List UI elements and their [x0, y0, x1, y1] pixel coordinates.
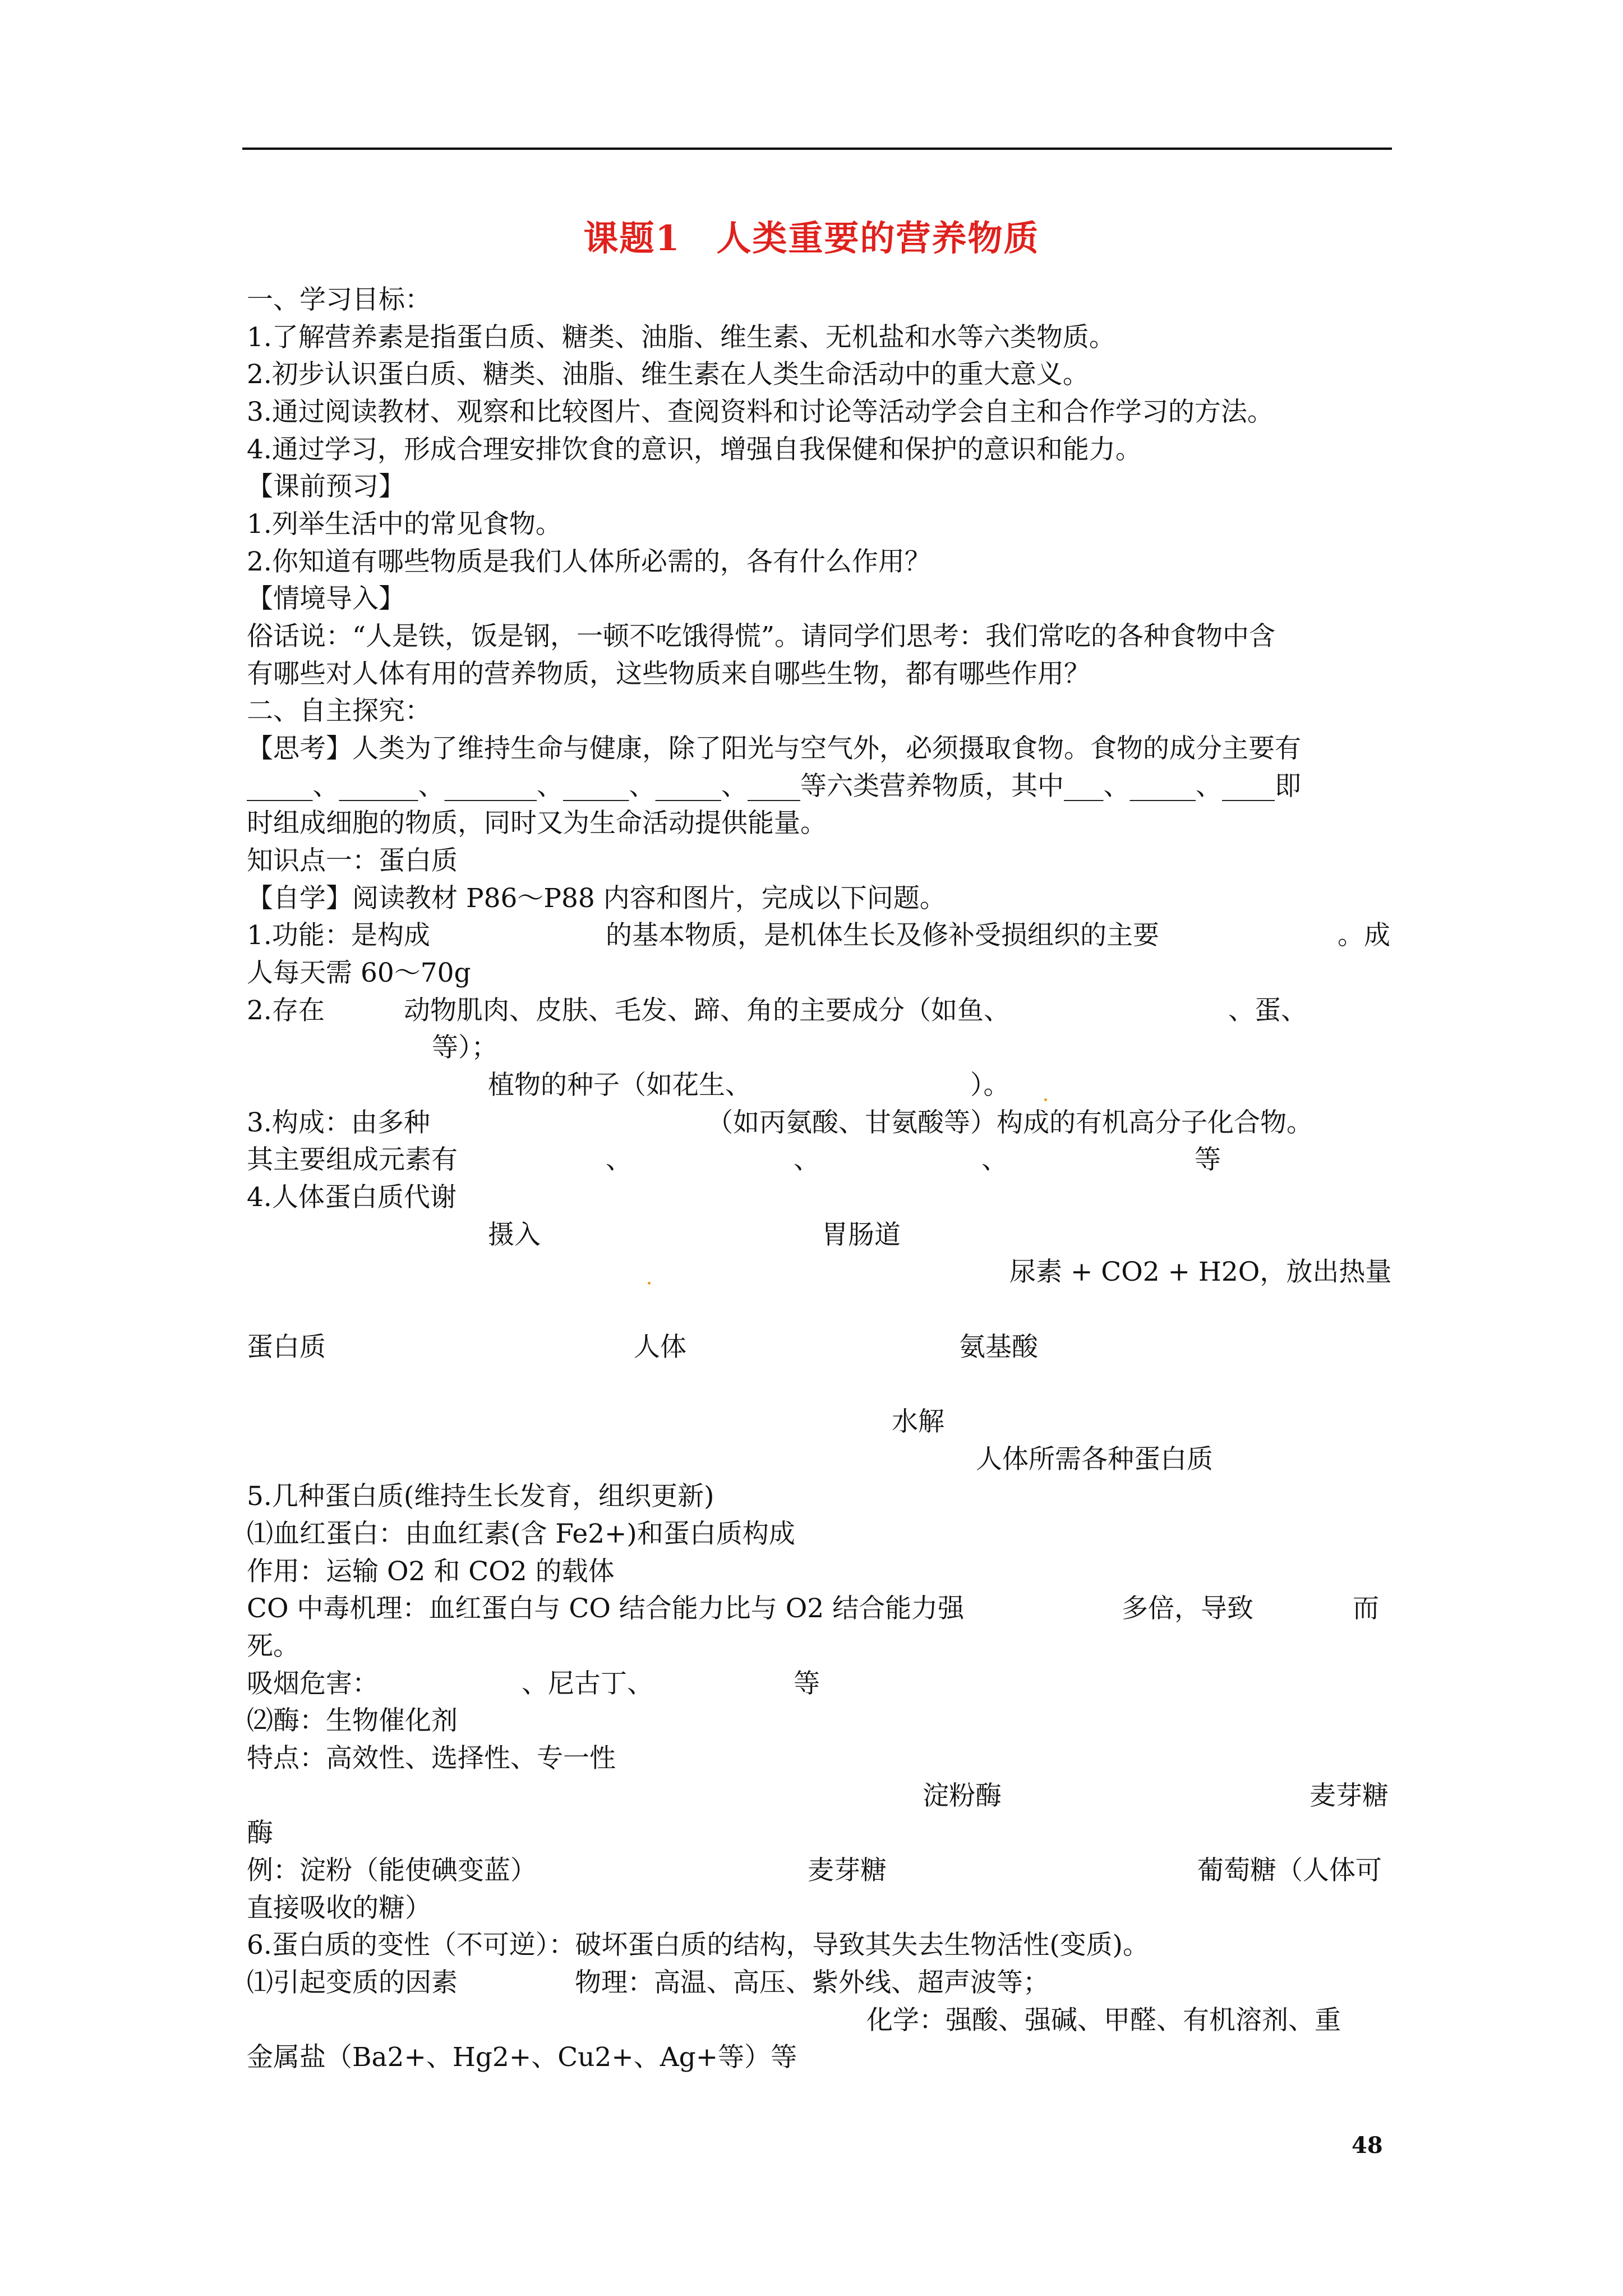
existence-egg: 、蛋、	[1228, 995, 1307, 1026]
diagram-body: 人体	[634, 1332, 686, 1363]
objective-2: 2.初步认识蛋白质、糖类、油脂、维生素在人类生命活动中的重大意义。	[247, 359, 1089, 390]
page-number: 48	[1352, 2132, 1383, 2159]
example-glucose: 葡萄糖（人体可	[1197, 1855, 1382, 1886]
think-blanks: _____、______、_______、_____、_____、____等六类营养物质，其中___、_____、____即	[247, 771, 1301, 802]
page-title: 课题1 人类重要的营养物质	[583, 218, 1040, 259]
inquiry-heading: 二、自主探究：	[247, 696, 431, 726]
existence-animal: 动物肌肉、皮肤、毛发、蹄、角的主要成分（如鱼、	[404, 995, 1010, 1026]
smoking-label: 吸烟危害：	[247, 1668, 379, 1699]
smoking-end: 等	[794, 1668, 820, 1699]
hemoglobin-function: 作用：运输 O2 和 CO2 的载体	[247, 1556, 615, 1587]
existence-plant: 植物的种子（如花生、	[488, 1070, 751, 1101]
denaturation-chemical-end: 金属盐（Ba2+、Hg2+、Cu2+、Ag+等）等	[247, 2042, 797, 2073]
existence-etc: 等）；	[432, 1032, 498, 1063]
enzyme-text: ⑵酶：生物催化剂	[247, 1705, 458, 1736]
existence-label: 2.存在	[247, 995, 325, 1026]
denaturation-physical: 物理：高温、高压、紫外线、超声波等；	[575, 1967, 1049, 1998]
function-label: 1.功能：是构成	[247, 920, 430, 951]
elements-sep-3: 、	[981, 1144, 1008, 1175]
denaturation-factors-label: ⑴引起变质的因素	[247, 1967, 458, 1998]
speck-mark	[648, 1282, 651, 1285]
diagram-protein: 蛋白质	[247, 1332, 326, 1363]
diagram-needed-proteins: 人体所需各种蛋白质	[976, 1444, 1213, 1475]
maltase-label: 麦芽糖	[1310, 1780, 1389, 1811]
co-poisoning-death: 死。	[247, 1631, 299, 1662]
co-poisoning-end: 而	[1353, 1593, 1379, 1624]
function-end: 。成	[1338, 920, 1390, 951]
preview-heading: 【课前预习】	[247, 471, 405, 502]
enzyme-features: 特点：高效性、选择性、专一性	[247, 1743, 616, 1774]
think-text-2: 时组成细胞的物质，同时又为生命活动提供能量。	[247, 808, 827, 839]
elements-sep-2: 、	[794, 1144, 820, 1175]
diagram-intake: 摄入	[488, 1220, 541, 1250]
amylase-label: 淀粉酶	[923, 1780, 1002, 1811]
elements-end: 等	[1195, 1144, 1221, 1175]
denaturation-chemical: 化学：强酸、强碱、甲醛、有机溶剂、重	[866, 2005, 1341, 2036]
elements-label: 其主要组成元素有	[247, 1144, 458, 1175]
example-starch: 例：淀粉（能使碘变蓝）	[247, 1855, 537, 1886]
example-maltose: 麦芽糖	[808, 1855, 887, 1886]
think-text-1: 【思考】人类为了维持生命与健康，除了阳光与空气外，必须摄取食物。食物的成分主要有	[247, 733, 1301, 764]
self-study-text: 【自学】阅读教材 P86～P88 内容和图片，完成以下问题。	[247, 883, 946, 914]
metabolism-heading: 4.人体蛋白质代谢	[247, 1182, 457, 1213]
header-rule	[242, 148, 1392, 150]
diagram-amino-acid: 氨基酸	[959, 1332, 1038, 1363]
scenario-heading: 【情境导入】	[247, 583, 405, 614]
elements-sep-1: 、	[606, 1144, 632, 1175]
objectives-heading: 一、学习目标：	[247, 284, 431, 315]
speck-mark	[1044, 1098, 1047, 1101]
knowledge-point-heading: 知识点一：蛋白质	[247, 845, 458, 876]
preview-1: 1.列举生活中的常见食物。	[247, 509, 562, 540]
diagram-products: 尿素 + CO2 + H2O，放出热量	[1009, 1257, 1392, 1287]
scenario-text-2: 有哪些对人体有用的营养物质，这些物质来自哪些生物，都有哪些作用？	[247, 659, 1090, 689]
objective-1: 1.了解营养素是指蛋白质、糖类、油脂、维生素、无机盐和水等六类物质。	[247, 322, 1115, 353]
example-glucose-end: 直接吸收的糖）	[247, 1893, 431, 1924]
co-poisoning-times: 多倍，导致	[1122, 1593, 1253, 1624]
scenario-text-1: 俗话说：“人是铁，饭是钢，一顿不吃饿得慌”。请同学们思考：我们常吃的各种食物中含	[247, 621, 1276, 652]
co-poisoning-text: CO 中毒机理：血红蛋白与 CO 结合能力比与 O2 结合能力强	[247, 1593, 965, 1624]
objective-4: 4.通过学习，形成合理安排饮食的意识，增强自我保健和保护的意识和能力。	[247, 434, 1142, 465]
composition-text: （如丙氨酸、甘氨酸等）构成的有机高分子化合物。	[707, 1107, 1313, 1138]
smoking-nicotine: 、尼古丁、	[522, 1668, 653, 1699]
composition-label: 3.构成：由多种	[247, 1107, 430, 1138]
maltase-label-end: 酶	[247, 1818, 273, 1848]
function-text: 的基本物质，是机体生长及修补受损组织的主要	[606, 920, 1159, 951]
diagram-gut: 胃肠道	[822, 1220, 901, 1250]
several-proteins-heading: 5.几种蛋白质(维持生长发育，组织更新)	[247, 1481, 714, 1512]
hemoglobin-text: ⑴血红蛋白：由血红素(含 Fe2+)和蛋白质构成	[247, 1519, 795, 1549]
daily-need: 人每天需 60～70g	[247, 958, 471, 988]
preview-2: 2.你知道有哪些物质是我们人体所必需的，各有什么作用？	[247, 546, 931, 577]
denaturation-text: 6.蛋白质的变性（不可逆）：破坏蛋白质的结构，导致其失去生物活性(变质)。	[247, 1930, 1150, 1961]
diagram-hydrolysis: 水解	[892, 1406, 944, 1437]
existence-plant-end: ）。	[970, 1070, 1010, 1101]
objective-3: 3.通过阅读教材、观察和比较图片、查阅资料和讨论等活动学会自主和合作学习的方法。	[247, 397, 1274, 427]
